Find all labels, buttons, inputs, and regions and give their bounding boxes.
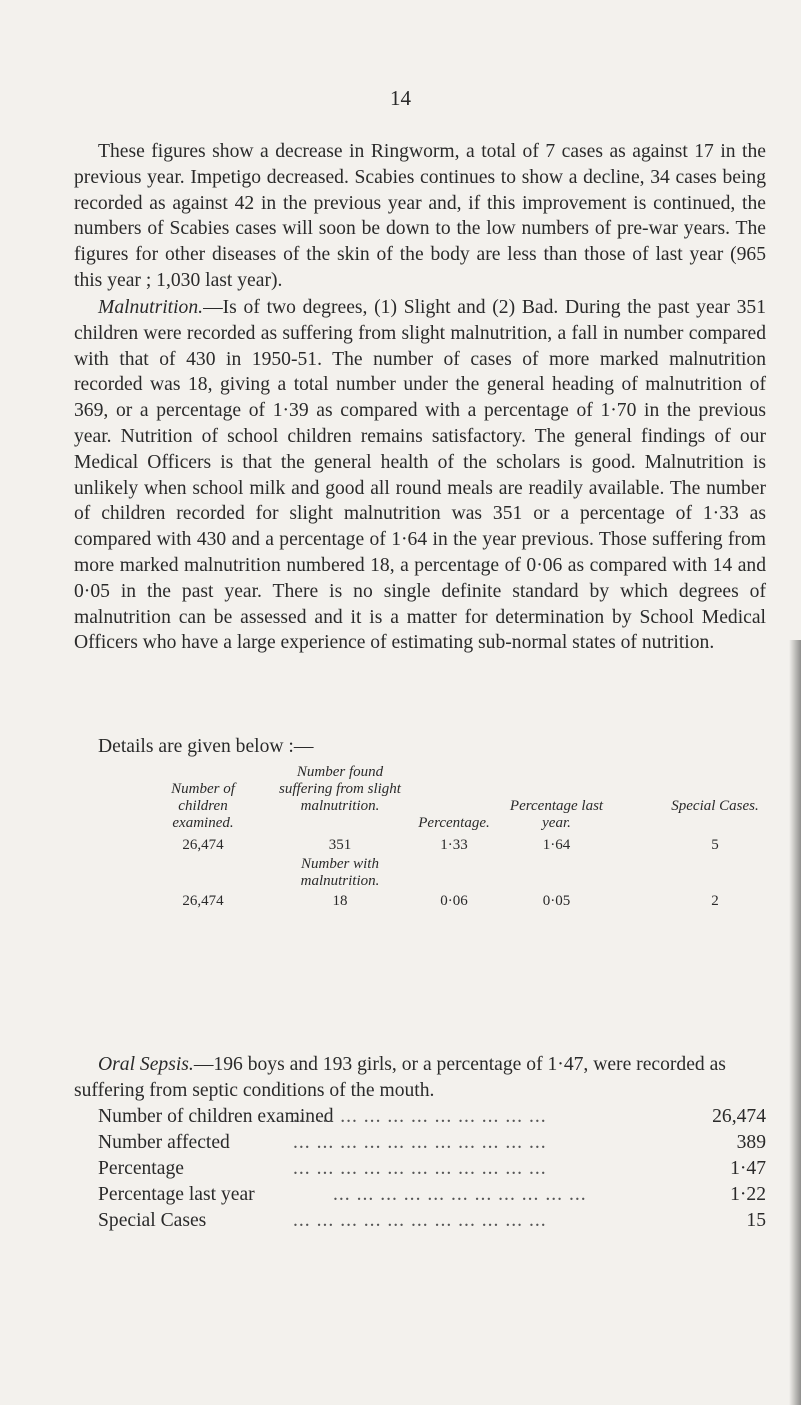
header-percentage-last-year: [499, 798, 614, 832]
ringworm-paragraph: These figures show a decrease in Ringworm, a total of 7 cases as against 17 in the previous year. Impetigo decreased. Scabies continues to show a decline, 34 cases being recorded as against 42 in the previous year and, if this improvement is continued, the numbers of Scabies cases will soon be down to the low numbers of pre-war years. The figures for other diseases of the skin of the body are less than those of last year (965 this year ; 1,030 last year).: [74, 141, 766, 291]
row2-percentage: 0·06: [440, 893, 468, 909]
stat-label: Percentage: [98, 1158, 184, 1179]
malnutrition-paragraph: [74, 295, 766, 656]
leader-dots: ... ... ... ... ... ... ... ... ... ... ...: [293, 1106, 547, 1127]
header-slight-malnutrition-text: Number found suffering from slight malnutrition.: [279, 764, 401, 814]
header-special-cases: [660, 798, 770, 815]
stat-row-children-examined: [98, 1106, 766, 1132]
row1-percentage-last-year: 1·64: [542, 837, 571, 853]
leader-dots: ... ... ... ... ... ... ... ... ... ... ...: [333, 1184, 587, 1205]
oral-sepsis-heading: Oral Sepsis.: [98, 1054, 194, 1075]
stat-label: Special Cases: [98, 1210, 207, 1231]
leader-dots: ... ... ... ... ... ... ... ... ... ... ...: [293, 1210, 547, 1231]
stat-value: 1·47: [730, 1158, 766, 1179]
row2-special-cases: 2: [711, 893, 719, 909]
header-special-cases-text: Special Cases.: [671, 798, 759, 814]
row1-slight-malnutrition: 351: [328, 837, 352, 853]
header-percentage-text: Percentage.: [418, 815, 490, 831]
row2-percentage-last-year: 0·05: [542, 893, 571, 909]
header-percentage-last-year-text: Percentage last year.: [509, 798, 604, 831]
stat-label: Percentage last year: [98, 1184, 255, 1205]
details-intro: Details are given below :—: [98, 736, 314, 757]
header-children-examined-text: Number of children examined.: [171, 781, 235, 831]
scan-shadow-edge: [789, 640, 801, 1405]
header-children-examined: [148, 781, 258, 832]
stat-label: Number affected: [98, 1132, 230, 1153]
page-number: 14: [390, 86, 411, 110]
stat-row-percentage-last-year: [98, 1184, 766, 1210]
row1-children-examined: 26,474: [182, 837, 224, 853]
leader-dots: ... ... ... ... ... ... ... ... ... ... ...: [293, 1158, 547, 1179]
oral-sepsis-text: —196 boys and 193 girls, or a percentage of 1·47, were recorded as suffering from septic conditions of the mouth.: [74, 1054, 726, 1101]
stat-row-special-cases: [98, 1210, 766, 1236]
row1-percentage: 1·33: [440, 837, 468, 853]
stat-value: 389: [736, 1132, 766, 1153]
oral-sepsis-paragraph: [74, 1052, 766, 1104]
stat-label: Number of children examined: [98, 1106, 334, 1127]
subheader-number-with-malnutrition: [270, 856, 410, 890]
stat-value: 26,474: [712, 1106, 766, 1127]
subheader-text: Number with malnutrition.: [300, 856, 380, 889]
malnutrition-text: —Is of two degrees, (1) Slight and (2) Bad. During the past year 351 children were recorded as suffering from slight malnutrition, a fall in number compared with that of 430 in 1950-51. The number of cases of more marked malnutrition recorded was 18, giving a total number under the general heading of malnutrition of 369, or a percentage of 1·39 as compared with a percentage of 1·70 in the previous year. Nutrition of school children remains satisfactory. The general findings of our Medical Officers is that the general health of the scholars is good. Malnutrition is unlikely when school milk and good all round meals are readily available. The number of children recorded for slight malnutrition was 351 or a percentage of 1·33 as compared with 430 and a percentage of 1·64 in the year previous. Those suffering from more marked malnutrition numbered 18, a percentage of 0·06 as compared with 14 and 0·05 in the past year. There is no single definite standard by which degrees of malnutrition can be assessed and it is a matter for determination by School Medical Officers who have a large experience of estimating sub-normal states of nutrition.: [74, 297, 766, 654]
malnutrition-heading: Malnutrition.: [98, 297, 204, 318]
row2-children-examined: 26,474: [182, 893, 224, 909]
row2-malnutrition: 18: [332, 893, 348, 909]
header-slight-malnutrition: [270, 764, 410, 815]
header-percentage: [407, 815, 501, 832]
leader-dots: ... ... ... ... ... ... ... ... ... ... ...: [293, 1132, 547, 1153]
stat-row-percentage: [98, 1158, 766, 1184]
stat-value: 15: [746, 1210, 766, 1231]
stat-row-number-affected: [98, 1132, 766, 1158]
stat-value: 1·22: [730, 1184, 766, 1205]
row1-special-cases: 5: [711, 837, 719, 853]
